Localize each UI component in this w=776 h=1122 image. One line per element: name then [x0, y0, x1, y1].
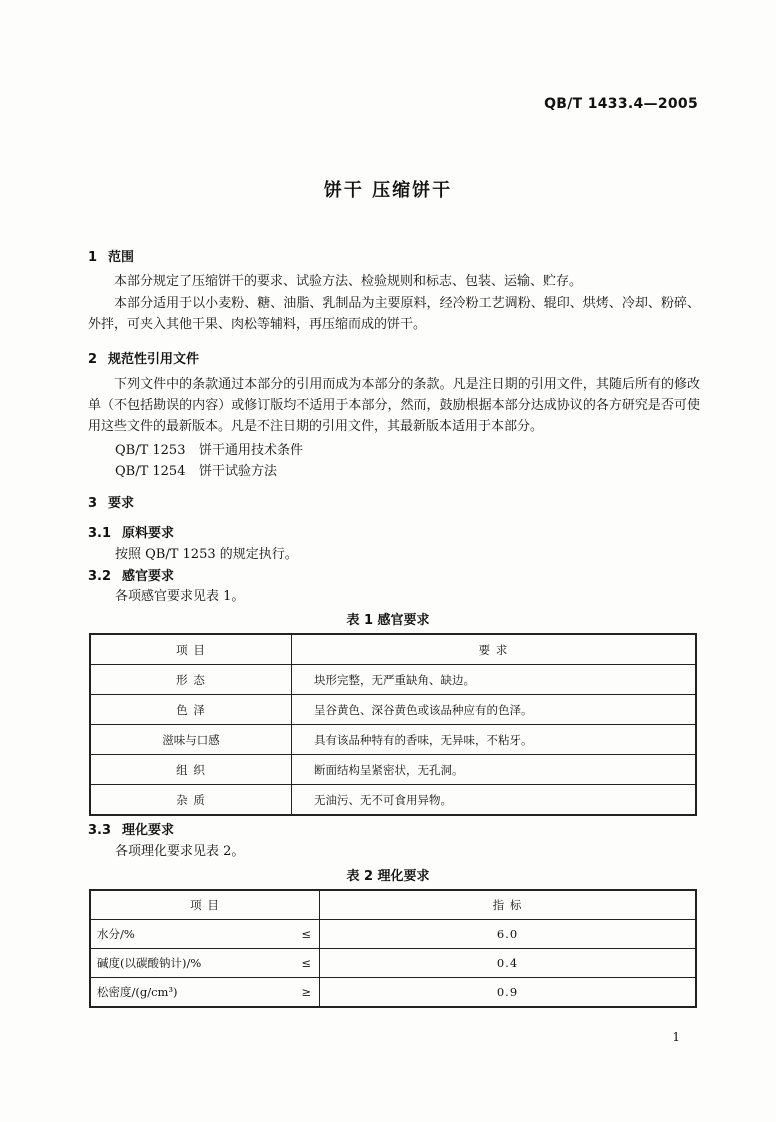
section-title: 理化要求 [122, 823, 175, 838]
section-3-3-heading [88, 819, 174, 838]
paragraph-text: 本部分适用于以小麦粉、糖、油脂、乳制品为主要原料，经冷粉工艺调粉、辊印、烘烤、冷却、粉碎、外拌，可夹入其他干果、肉松等辅料，再压缩而成的饼干。 [88, 296, 700, 332]
section-title: 规范性引用文件 [108, 352, 200, 367]
section-2-heading [88, 348, 199, 367]
item-cell: 杂 质 [90, 785, 292, 816]
table-header-row [90, 634, 696, 665]
reference-title: 饼干试验方法 [199, 464, 278, 479]
value-cell: 0.9 [320, 978, 697, 1008]
table-row [90, 665, 696, 695]
reference-item [115, 439, 303, 458]
section-3-3-text: 各项理化要求见表 2。 [115, 844, 245, 859]
section-number: 3.3 [88, 823, 112, 838]
section-3-1-text: 按照 QB/T 1253 的规定执行。 [115, 547, 298, 562]
table-2-caption: 表 2 理化要求 [346, 869, 430, 884]
comparison-symbol: ≥ [287, 978, 320, 1008]
comparison-symbol: ≤ [287, 920, 320, 949]
table-header-cell: 指 标 [320, 890, 697, 920]
reference-code: QB/T 1254 [115, 464, 186, 479]
table-row [90, 920, 696, 949]
value-cell: 6.0 [320, 920, 697, 949]
section-3-2-text: 各项感官要求见表 1。 [115, 589, 245, 604]
document-title: 饼干 压缩饼干 [323, 180, 453, 201]
section-number: 3 [88, 496, 98, 511]
table-row [90, 725, 696, 755]
paragraph-text: 本部分规定了压缩饼干的要求、试验方法、检验规则和标志、包装、运输、贮存。 [114, 274, 583, 289]
section-2-paragraph [88, 374, 700, 437]
table-header-cell: 项 目 [90, 634, 292, 665]
section-title: 要求 [108, 496, 135, 511]
item-cell: 松密度/(g/cm³) [90, 978, 287, 1008]
item-cell: 色 泽 [90, 695, 292, 725]
table-row [90, 755, 696, 785]
reference-code: QB/T 1253 [115, 443, 186, 458]
section-3-1-heading [88, 522, 174, 541]
item-cell: 碱度(以碳酸钠计)/% [90, 949, 287, 978]
table-2-physicochemical-requirements [89, 889, 697, 1008]
table-1-sensory-requirements [89, 633, 697, 816]
section-title: 原料要求 [122, 526, 175, 541]
item-cell: 组 织 [90, 755, 292, 785]
table-row [90, 695, 696, 725]
comparison-symbol: ≤ [287, 949, 320, 978]
requirement-cell: 无油污、无不可食用异物。 [292, 785, 697, 816]
table-header-row [90, 890, 696, 920]
value-cell: 0.4 [320, 949, 697, 978]
table-row [90, 785, 696, 816]
item-cell: 水分/% [90, 920, 287, 949]
table-row [90, 949, 696, 978]
requirement-cell: 块形完整，无严重缺角、缺边。 [292, 665, 697, 695]
section-3-2-heading [88, 565, 174, 584]
item-cell: 形 态 [90, 665, 292, 695]
table-header-cell: 项 目 [90, 890, 320, 920]
section-1-heading [88, 246, 134, 265]
reference-item [115, 460, 277, 479]
item-cell: 滋味与口感 [90, 725, 292, 755]
paragraph-text: 下列文件中的条款通过本部分的引用而成为本部分的条款。凡是注日期的引用文件，其随后所有的修改单（不包括勘误的内容）或修订版均不适用于本部分，然而，鼓励根据本部分达成协议的各方研究是否可使用这些文件的最新版本。凡是不注日期的引用文件，其最新版本适用于本部分。 [88, 377, 700, 434]
section-title: 范围 [108, 250, 135, 265]
section-1-paragraph-2 [88, 293, 700, 335]
section-3-heading [88, 492, 134, 511]
table-header-cell: 要 求 [292, 634, 697, 665]
requirement-cell: 具有该品种特有的香味，无异味，不粘牙。 [292, 725, 697, 755]
reference-title: 饼干通用技术条件 [199, 443, 304, 458]
standard-code: QB/T 1433.4—2005 [544, 96, 698, 112]
section-title: 感官要求 [122, 569, 175, 584]
requirement-cell: 断面结构呈紧密状，无孔洞。 [292, 755, 697, 785]
section-number: 2 [88, 352, 98, 367]
section-number: 1 [88, 250, 98, 265]
table-row [90, 978, 696, 1008]
section-number: 3.1 [88, 526, 112, 541]
page-number: 1 [672, 1030, 680, 1044]
table-1-caption: 表 1 感官要求 [346, 613, 430, 628]
requirement-cell: 呈谷黄色、深谷黄色或该品种应有的色泽。 [292, 695, 697, 725]
section-1-paragraph-1 [88, 271, 700, 292]
section-number: 3.2 [88, 569, 112, 584]
